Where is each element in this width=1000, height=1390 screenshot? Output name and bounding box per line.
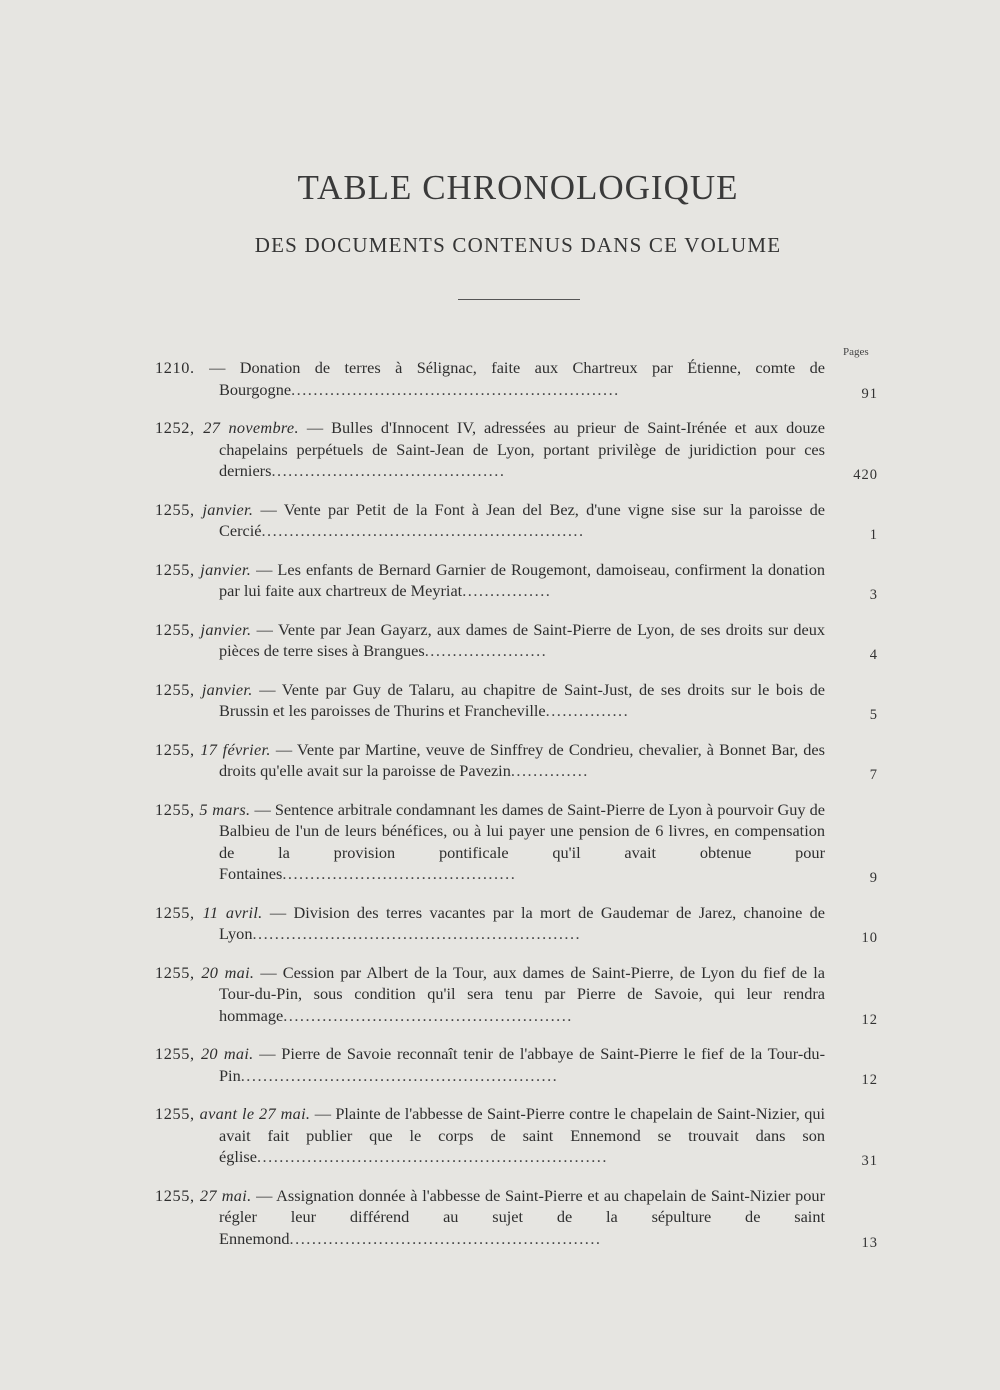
toc-entry-day: 27 mai. [199,1185,252,1205]
toc-entry-text [155,962,825,1027]
toc-entry-description: — Assignation donnée à l'abbesse de Saint-Pierre et au chapelain de Saint-Nizier pour régler leur différend au sujet de la sépulture de saint Ennemond [219,1185,825,1248]
toc-entry-date [155,740,271,759]
toc-entry-day: 5 mars. [199,799,251,819]
title-divider [458,299,580,300]
toc-entry-leader-dots: .................................................... [283,1005,573,1025]
toc-entry-text [155,679,826,722]
toc-entry-date [155,358,195,377]
toc-entry [0,559,1000,602]
toc-entry-description: — Sentence arbitrale condamnant les dames de Saint-Pierre de Lyon à pourvoir Guy de Balbieu de l'un de leurs bénéfices, ou à lui payer une pension de 6 livres, en compensation de la provision pontificale qu'il avait obtenue pour Fontaines [219,799,826,883]
toc-entry-date [155,500,253,519]
toc-entry-text [155,357,825,400]
toc-entry-day: janvier. [201,679,253,699]
toc-entry-date [155,620,251,639]
toc-entry-day: janvier. [202,499,254,519]
toc-entry-text [155,559,825,602]
toc-entry-date [155,418,299,437]
toc-entry-page-number: 31 [861,1153,878,1169]
toc-entry-page-number: 10 [861,930,878,946]
page-title: TABLE CHRONOLOGIQUE [297,168,739,207]
toc-entry [0,499,1000,542]
toc-entry-leader-dots: ............................................................... [256,1147,608,1166]
toc-entry [0,619,1000,662]
toc-entry-day: janvier. [200,559,252,579]
toc-entry-year: 1255, [155,799,195,819]
toc-entry-description: — Bulles d'Innocent IV, adressées au prieur de Saint-Irénée et aux douze chapelains perpétuels de Saint-Jean de Lyon, portant privilège de juridiction pour ces derniers [219,418,825,480]
toc-entry-leader-dots: .......................................... [282,864,517,883]
toc-entry-description: — Les enfants de Bernard Garnier de Rougemont, damoiseau, confirment la donation par lui faite aux chartreux de Meyriat [219,559,825,600]
toc-entry [0,902,1000,945]
toc-entry-page-number: 3 [869,587,878,603]
toc-entry [0,357,1000,400]
toc-entry-day: avant le 27 mai. [199,1104,311,1123]
toc-entry-description: — Division des terres vacantes par la mort de Gaudemar de Jarez, chanoine de Lyon [219,902,826,943]
toc-entry-page-number: 1 [869,527,878,543]
toc-entry-leader-dots: .......................................... [271,461,506,480]
toc-entry [0,1043,1000,1086]
toc-entry-day: 27 novembre. [203,418,299,437]
toc-entry-year: 1252, [155,418,195,437]
toc-entry-page-number: 420 [853,467,878,483]
toc-entry-description: — Pierre de Savoie reconnaît tenir de l'abbaye de Saint-Pierre le fief de la Tour-du-Pin [219,1044,825,1085]
toc-entry-text [155,1185,825,1250]
toc-entry-page-number: 13 [861,1234,878,1251]
toc-entry-day: janvier. [200,619,252,639]
toc-entry-leader-dots: ........................................................ [289,1228,602,1248]
toc-entry-year: 1255, [155,619,195,639]
pages-column-header: Pages [843,346,869,358]
toc-entry-year: 1210. [155,358,195,377]
toc-entry-page-number: 4 [869,647,878,663]
toc-entry-leader-dots: ................ [462,581,552,600]
toc-entry-year: 1255, [155,559,195,579]
toc-entry-leader-dots: ........................................................... [252,924,582,943]
toc-entry-text [155,799,826,885]
toc-entry-text [155,739,825,782]
toc-entry-day: 20 mai. [200,1044,254,1063]
toc-entry-date [155,963,254,982]
toc-entry-text [155,902,826,945]
chronological-entries-list [0,357,1000,1249]
toc-entry-description: — Donation de terres à Sélignac, faite aux Chartreux par Étienne, comte de Bourgogne [209,358,825,399]
toc-entry-text [155,1103,825,1168]
toc-entry-text [155,1043,825,1086]
toc-entry [0,799,1000,885]
toc-entry [0,417,1000,482]
toc-entry-page-number: 5 [869,707,878,723]
toc-entry-text [155,417,825,482]
toc-entry-year: 1255, [155,739,195,759]
toc-entry-page-number: 9 [869,870,878,886]
toc-entry-description: — Vente par Jean Gayarz, aux dames de Saint-Pierre de Lyon, de ses droits sur deux pièces de terre sises à Brangues [219,619,826,660]
toc-entry-page-number: 7 [869,767,878,783]
toc-entry-year: 1255, [155,962,195,982]
toc-entry-date [155,1186,251,1205]
toc-entry-leader-dots: ........................................................... [291,379,620,399]
toc-entry-text [155,619,826,662]
toc-entry-day: 20 mai. [201,962,255,982]
toc-entry-description: — Vente par Guy de Talaru, au chapitre de Saint-Just, de ses droits sur le bois de Brussin et les paroisses de Thurins et Francheville [219,679,826,720]
toc-entry-date [155,1044,254,1063]
toc-entry-year: 1255, [155,499,195,519]
toc-entry-leader-dots: .......................................................... [261,521,585,540]
toc-entry-page-number: 91 [861,385,878,402]
toc-entry-day: 11 avril. [202,902,263,922]
toc-entry-leader-dots: ...................... [424,641,548,660]
page-subtitle: DES DOCUMENTS CONTENUS DANS CE VOLUME [254,233,782,257]
toc-entry-text [155,499,825,542]
toc-entry-leader-dots: ......................................................... [240,1065,559,1085]
toc-entry-page-number: 12 [861,1071,878,1088]
toc-entry-date [155,903,263,922]
toc-entry-description: — Cession par Albert de la Tour, aux dames de Saint-Pierre, de Lyon du fief de la Tour-du-Pin, sous condition qu'il sera tenu par Pierre de Savoie, qui leur rendra hommage [219,962,825,1025]
toc-entry-description: — Vente par Petit de la Font à Jean del Bez, d'une vigne sise sur la paroisse de Cercié [219,499,825,540]
toc-entry [0,962,1000,1027]
toc-entry-day: 17 février. [200,739,271,759]
toc-entry-description: — Plainte de l'abbesse de Saint-Pierre contre le chapelain de Saint-Nizier, qui avait fait publier que le corps de saint Ennemond se trouvait dans son église [219,1104,825,1166]
toc-entry-date [155,1104,310,1123]
toc-entry-year: 1255, [155,1044,195,1063]
toc-entry-leader-dots: .............. [510,761,589,780]
toc-entry-date [155,800,250,819]
toc-entry-leader-dots: ............... [545,701,630,720]
toc-entry [0,679,1000,722]
toc-entry [0,739,1000,782]
toc-entry-year: 1255, [155,1104,195,1123]
toc-entry-year: 1255, [155,1185,195,1205]
toc-entry-year: 1255, [155,902,195,922]
toc-entry-date [155,680,253,699]
toc-entry [0,1103,1000,1168]
toc-entry-page-number: 12 [861,1011,878,1028]
toc-entry-description: — Vente par Martine, veuve de Sinffrey de Condrieu, chevalier, à Bonnet Bar, des droits qu'elle avait sur la paroisse de Pavezin [219,739,825,780]
toc-entry [0,1185,1000,1250]
toc-entry-year: 1255, [155,679,195,699]
toc-entry-date [155,560,251,579]
